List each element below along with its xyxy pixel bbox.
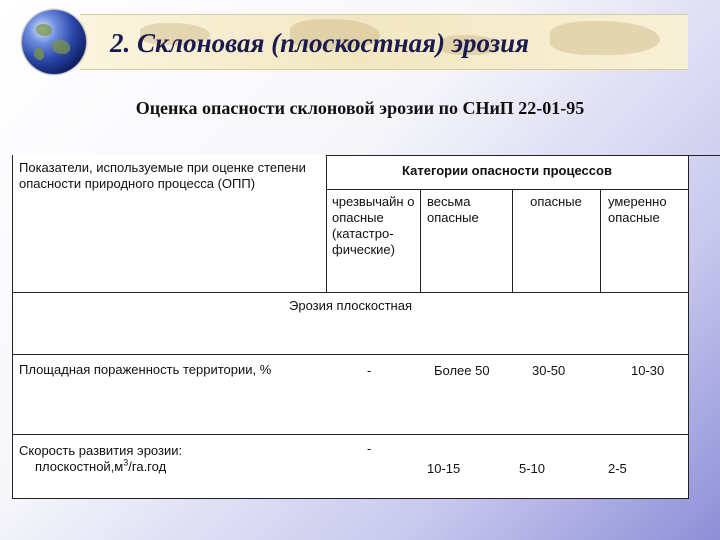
row-label: Площадная пораженность территории, % [19, 362, 272, 377]
row-value: 30-50 [532, 363, 566, 378]
category-moderate: умеренно опасные [608, 194, 667, 225]
category-extreme: чрезвычайн о опасные (катастро- фические) [332, 194, 415, 257]
table-border [12, 155, 13, 499]
row-value: Более 50 [434, 363, 490, 378]
category-very-dangerous: весьма опасные [427, 194, 479, 225]
slide-title: 2. Склоновая (плоскостная) эрозия [110, 28, 530, 58]
row-label-line2: $плоскостной,м^3/га.год$ [35, 457, 167, 474]
row-value: 5-10 [519, 461, 546, 476]
row-value: 2-5 [608, 461, 627, 476]
table-grid-line [326, 189, 689, 190]
table-grid-line [420, 189, 421, 292]
table-grid-line [12, 292, 689, 293]
category-dangerous: опасные [530, 194, 582, 209]
section-label: Эрозия плоскостная [289, 298, 412, 313]
table-grid-line [12, 434, 689, 435]
globe-icon [22, 10, 86, 74]
row-value: - [367, 363, 372, 378]
row-label-line1: Скорость развития эрозии: [19, 443, 183, 458]
table-border [688, 155, 689, 499]
map-decoration [550, 21, 660, 55]
slide-subtitle: Оценка опасности склоновой эрозии по СНиП 22-01-95 [135, 98, 585, 118]
table-grid-line [600, 189, 601, 292]
table-border [12, 498, 689, 499]
row-label [19, 443, 319, 475]
table-grid-line [12, 354, 689, 355]
row-value: - [367, 441, 372, 456]
table-border [326, 155, 720, 156]
indicator-header: Показатели, используемые при оценке степени опасности природного процесса (ОПП) [19, 160, 306, 191]
category-header: Категории опасности процессов [402, 163, 612, 178]
row-value: 10-15 [427, 461, 461, 476]
row-value: 10-30 [631, 363, 665, 378]
